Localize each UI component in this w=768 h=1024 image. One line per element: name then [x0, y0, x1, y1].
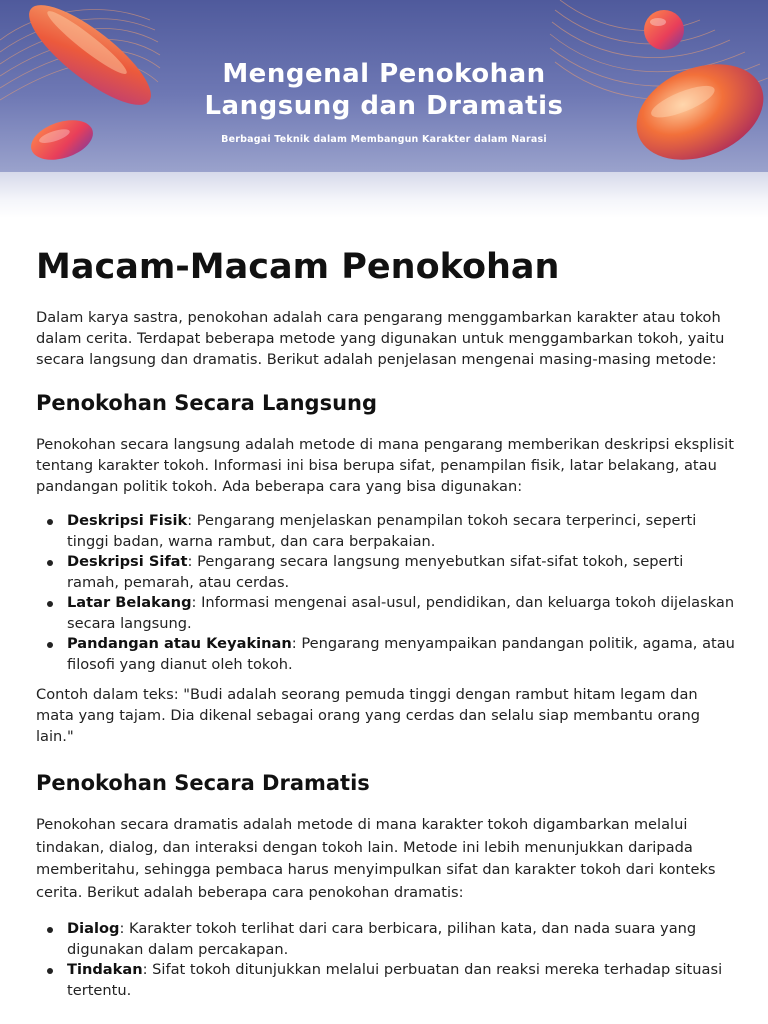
list-item [36, 511, 736, 552]
list-item [36, 919, 736, 960]
list-item-text: : Informasi mengenai asal-usul, pendidikan, dan keluarga tokoh dijelaskan secara langsung. [67, 594, 735, 632]
list-item-term: Latar Belakang [67, 594, 192, 611]
banner-title-line-1: Mengenal Penokohan [222, 59, 546, 89]
list-item-text: : Pengarang menjelaskan penampilan tokoh secara terperinci, seperti tinggi badan, warna rambut, dan cara berpakaian. [67, 512, 697, 550]
article-body [36, 246, 736, 1001]
banner-title [0, 58, 768, 122]
list-item [36, 552, 736, 593]
banner-title-line-2: Langsung dan Dramatis [204, 91, 564, 121]
intro-paragraph: Dalam karya sastra, penokohan adalah cara pengarang menggambarkan karakter atau tokoh dalam cerita. Terdapat beberapa metode yang digunakan untuk menggambarkan tokoh, yaitu secara langsung dan dramatis. Berikut adalah penjelasan mengenai masing-masing metode: [36, 309, 725, 368]
list-item-term: Tindakan [67, 961, 143, 978]
list-item [36, 634, 736, 675]
list-item [36, 960, 736, 1001]
banner-subtitle: Berbagai Teknik dalam Membangun Karakter dalam Narasi [221, 134, 547, 145]
section-heading-langsung: Penokohan Secara Langsung [36, 391, 378, 415]
section-heading-dramatis: Penokohan Secara Dramatis [36, 771, 370, 795]
list-item-text: : Sifat tokoh ditunjukkan melalui perbuatan dan reaksi mereka terhadap situasi tertentu. [67, 961, 723, 999]
list-item-term: Deskripsi Sifat [67, 553, 188, 570]
langsung-list [36, 511, 736, 675]
list-item-text: : Pengarang secara langsung menyebutkan sifat-sifat tokoh, seperti ramah, pemarah, atau cerdas. [67, 553, 684, 591]
banner-fade [0, 172, 768, 218]
dramatis-list [36, 919, 736, 1001]
section-paragraph-dramatis: Penokohan secara dramatis adalah metode di mana karakter tokoh digambarkan melalui tindakan, dialog, dan interaksi dengan tokoh lain. Metode ini lebih menunjukkan daripada memberitahu, sehingga pembaca harus menyimpulkan sifat dan karakter tokoh dari konteks cerita. Berikut adalah beberapa cara penokohan dramatis: [36, 816, 716, 901]
header-banner [0, 0, 768, 172]
list-item-term: Deskripsi Fisik [67, 512, 188, 529]
article-title: Macam-Macam Penokohan [36, 247, 560, 287]
list-item-term: Dialog [67, 920, 120, 937]
section-paragraph-langsung: Penokohan secara langsung adalah metode di mana pengarang memberikan deskripsi eksplisit tentang karakter tokoh. Informasi ini bisa berupa sifat, penampilan fisik, latar belakang, atau pandangan politik tokoh. Ada beberapa cara yang bisa digunakan: [36, 436, 734, 495]
example-paragraph: Contoh dalam teks: "Budi adalah seorang pemuda tinggi dengan rambut hitam legam dan mata yang tajam. Dia dikenal sebagai orang yang cerdas dan selalu siap membantu orang lain." [36, 686, 700, 745]
list-item-term: Pandangan atau Keyakinan [67, 635, 292, 652]
list-item [36, 593, 736, 634]
list-item-text: : Pengarang menyampaikan pandangan politik, agama, atau filosofi yang dianut oleh tokoh. [67, 635, 735, 673]
list-item-text: : Karakter tokoh terlihat dari cara berbicara, pilihan kata, dan nada suara yang digunakan dalam percakapan. [67, 920, 697, 958]
